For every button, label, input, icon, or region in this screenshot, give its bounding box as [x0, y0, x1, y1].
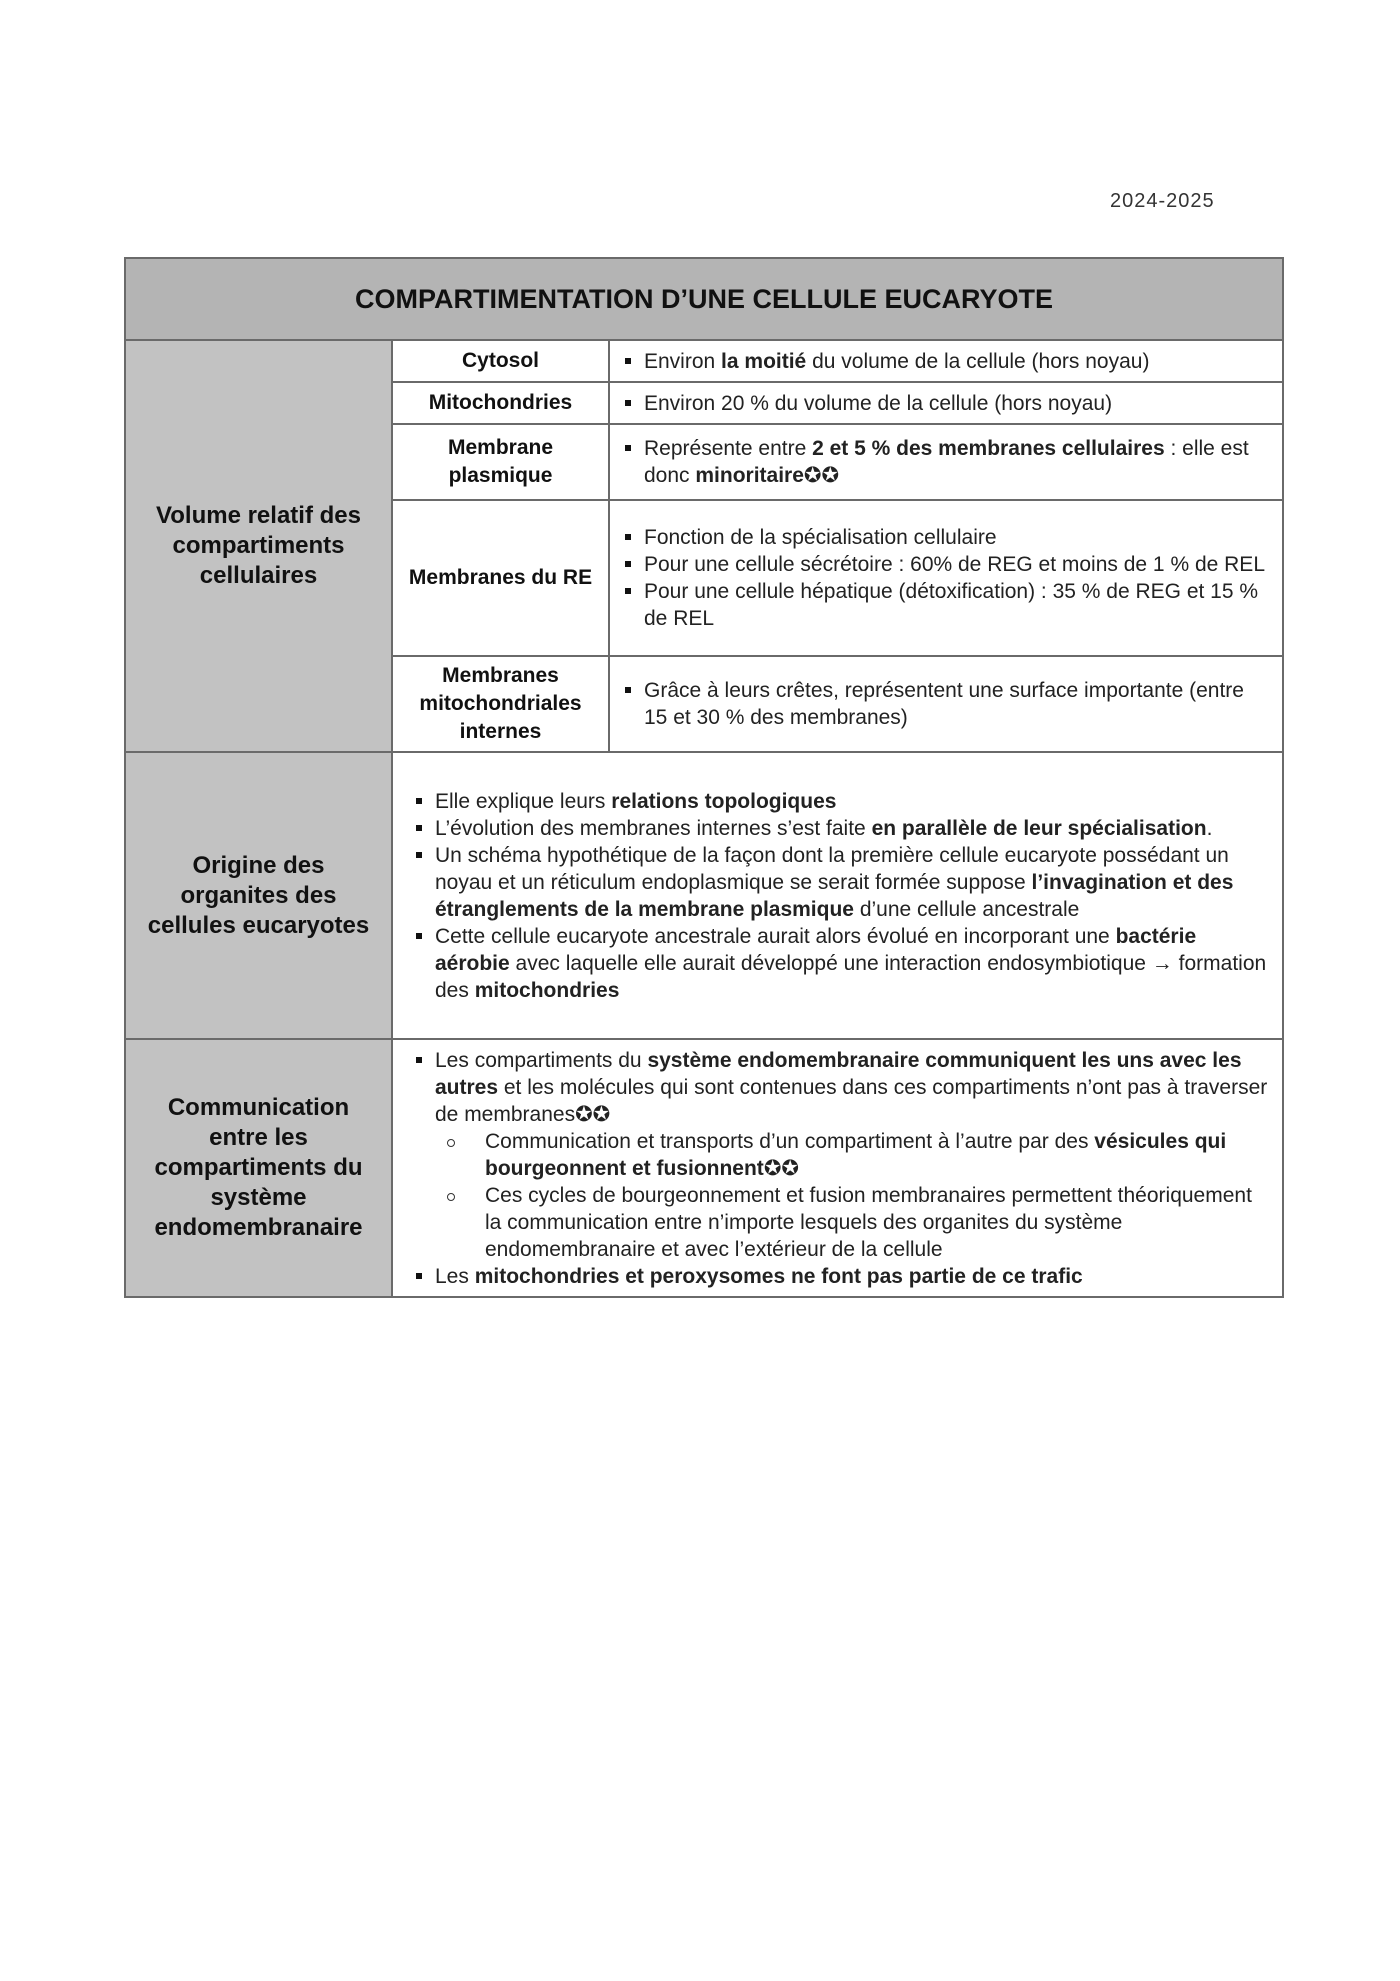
section-desc-origine: [392, 752, 1283, 1039]
list-item: Les compartiments du système endomembranaire communiquent les uns avec les autres et les molécules qui sont contenues dans ces compartiments n’ont pas à traverser de membranes✪✪ Communication et transports d’un compartiment à l’autre par des vésicules qui bourgeonnent et fusionnent✪✪ Ces cycles de bourgeonnement et fusion membranaires permettent théoriquement la communication entre n’importe lesquels des organites du système endomembranaire et avec l’extérieur de la cellule: [435, 1047, 1272, 1263]
star-icons: ✪✪: [575, 1102, 611, 1126]
section-label-volume: Volume relatif des compartiments cellulaires: [125, 340, 392, 752]
section-desc-communication: [392, 1039, 1283, 1297]
row-desc-mitochondries: Environ 20 % du volume de la cellule (hors noyau): [609, 382, 1283, 424]
list-item: Elle explique leurs relations topologiques: [435, 788, 1272, 815]
list-item: Les mitochondries et peroxysomes ne font pas partie de ce trafic: [435, 1263, 1272, 1290]
row-desc-membrane-plasmique: Représente entre 2 et 5 % des membranes cellulaires : elle est donc minoritaire✪✪: [609, 424, 1283, 500]
row-label-membranes-mitochondriales: Membranes mitochondriales internes: [392, 656, 609, 752]
section-label-origine: Origine des organites des cellules eucaryotes: [125, 752, 392, 1039]
row-desc-membranes-mitochondriales: Grâce à leurs crêtes, représentent une surface importante (entre 15 et 30 % des membranes): [609, 656, 1283, 752]
list-item: Fonction de la spécialisation cellulaire: [644, 524, 1272, 551]
list-item: L’évolution des membranes internes s’est faite en parallèle de leur spécialisation.: [435, 815, 1272, 842]
row-desc-membranes-re: [609, 500, 1283, 656]
list-item: Pour une cellule hépatique (détoxification) : 35 % de REG et 15 % de REL: [644, 578, 1272, 632]
header-year: 2024-2025: [1110, 190, 1215, 212]
compartment-table: [124, 257, 1284, 1298]
star-icons: ✪✪: [803, 464, 840, 487]
sub-list-item: Communication et transports d’un compartiment à l’autre par des vésicules qui bourgeonnent et fusionnent✪✪: [485, 1128, 1272, 1182]
star-icons: ✪✪: [763, 1156, 800, 1180]
table-title: COMPARTIMENTATION D’UNE CELLULE EUCARYOTE: [125, 258, 1283, 340]
row-desc-cytosol: Environ la moitié du volume de la cellule (hors noyau): [609, 340, 1283, 382]
list-item: Pour une cellule sécrétoire : 60% de REG et moins de 1 % de REL: [644, 551, 1272, 578]
row-label-membrane-plasmique: Membrane plasmique: [392, 424, 609, 500]
row-label-mitochondries: Mitochondries: [392, 382, 609, 424]
list-item: Cette cellule eucaryote ancestrale aurait alors évolué en incorporant une bactérie aérobie avec laquelle elle aurait développé une interaction endosymbiotique → formation des mitochondries: [435, 923, 1272, 1004]
row-label-membranes-re: Membranes du RE: [392, 500, 609, 656]
section-label-communication: Communication entre les compartiments du système endomembranaire: [125, 1039, 392, 1297]
row-label-cytosol: Cytosol: [392, 340, 609, 382]
list-item: Un schéma hypothétique de la façon dont la première cellule eucaryote possédant un noyau et un réticulum endoplasmique se serait formée suppose l’invagination et des étranglements de la membrane plasmique d’une cellule ancestrale: [435, 842, 1272, 923]
sub-list-item: Ces cycles de bourgeonnement et fusion membranaires permettent théoriquement la communication entre n’importe lesquels des organites du système endomembranaire et avec l’extérieur de la cellule: [485, 1182, 1272, 1263]
